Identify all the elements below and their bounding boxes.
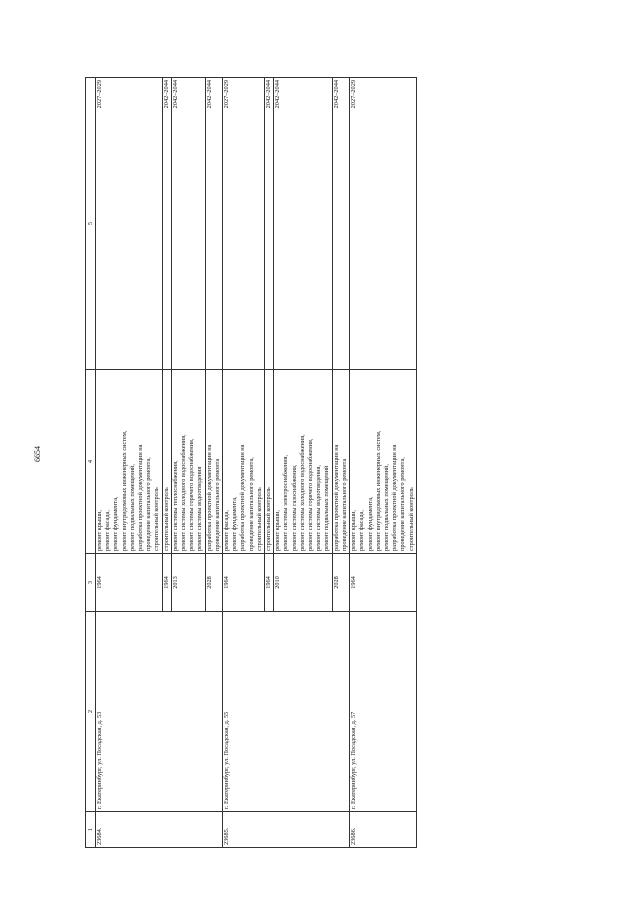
entry-address: г. Екатеринбург, ул. Посадская, д. 57 xyxy=(350,612,417,812)
work-item: проведение капитального ремонта, xyxy=(399,457,407,551)
header-cell: 5 xyxy=(86,78,96,370)
page-number: 6654 xyxy=(33,446,42,462)
work-item: проведение капитального ремонта xyxy=(340,458,348,551)
table-body xyxy=(86,78,417,848)
work-list xyxy=(350,370,417,554)
work-list xyxy=(162,370,171,554)
entry-number: 23686. xyxy=(350,812,417,848)
work-item: ремонт фасада, xyxy=(223,510,231,551)
work-item: ремонт системы водоотведения xyxy=(196,466,204,551)
repair-schedule-table xyxy=(85,77,417,848)
work-item: ремонт системы электроснабжения, xyxy=(282,454,290,551)
work-list xyxy=(265,370,274,554)
entry-number: 23685. xyxy=(223,812,350,848)
repair-period: 2042–2044 xyxy=(274,78,332,370)
entry-number: 23684. xyxy=(96,812,223,848)
repair-period: 2042–2044 xyxy=(205,78,222,370)
work-item: разработка проектной документации на xyxy=(332,444,340,551)
work-item: разработка проектной документации на xyxy=(391,444,399,551)
work-item: разработка проектной документации на xyxy=(239,444,247,551)
work-item: ремонт крыши, xyxy=(350,509,358,551)
work-item: ремонт системы водоотведения, xyxy=(315,465,323,551)
work-list xyxy=(171,370,205,554)
work-item: проведение капитального ремонта, xyxy=(247,457,255,551)
repair-period: 2027–2029 xyxy=(223,78,265,370)
work-item: строительный контроль xyxy=(162,487,170,551)
repair-period: 2042–2044 xyxy=(332,78,349,370)
repair-period: 2027–2029 xyxy=(96,78,163,370)
repair-period: 2027–2029 xyxy=(350,78,417,370)
work-item: ремонт фасада, xyxy=(104,510,112,551)
work-item: проведение капитального ремонта, xyxy=(145,457,153,551)
repair-period: 2042–2044 xyxy=(171,78,205,370)
work-item: ремонт крыши, xyxy=(96,509,103,551)
work-item: ремонт системы холодного водоснабжения, xyxy=(298,434,306,551)
header-cell: 4 xyxy=(86,370,96,554)
work-item: ремонт системы горячего водоснабжения, xyxy=(188,438,196,551)
work-item: проведение капитального ремонта xyxy=(213,458,221,551)
work-item: строительный контроль xyxy=(255,487,263,551)
rotated-table-container xyxy=(85,78,555,848)
build-year: 1964 xyxy=(265,554,274,612)
work-item: ремонт подвальных помещений xyxy=(323,465,331,551)
build-year: 1964 xyxy=(223,554,265,612)
work-item: ремонт крыши, xyxy=(274,509,282,551)
work-item: ремонт системы газоснабжения, xyxy=(290,464,298,551)
build-year: 1964 xyxy=(162,554,171,612)
header-cell: 3 xyxy=(86,554,96,612)
repair-period: 2042–2044 xyxy=(265,78,274,370)
work-item: ремонт системы теплоснабжения, xyxy=(171,460,179,551)
table-row xyxy=(223,78,265,848)
work-item: строительный контроль xyxy=(407,487,415,551)
build-year: 1964 xyxy=(350,554,417,612)
work-item: ремонт внутридомовых инженерных систем, xyxy=(120,430,128,551)
work-item: ремонт системы холодного водоснабжения, xyxy=(180,434,188,551)
work-list xyxy=(205,370,222,554)
work-list xyxy=(223,370,265,554)
repair-period: 2042–2044 xyxy=(162,78,171,370)
header-cell: 2 xyxy=(86,612,96,812)
build-year: 2010 xyxy=(274,554,332,612)
entry-address: г. Екатеринбург, ул. Посадская, д. 53 xyxy=(96,612,223,812)
work-item: ремонт фундамента, xyxy=(366,496,374,551)
work-item: ремонт подвальных помещений, xyxy=(128,464,136,551)
header-cell: 1 xyxy=(86,812,96,848)
work-item: ремонт фасада, xyxy=(358,510,366,551)
build-year: 2028 xyxy=(205,554,222,612)
table-row xyxy=(350,78,417,848)
work-item: ремонт системы горячего водоснабжения, xyxy=(307,438,315,551)
build-year: 2013 xyxy=(171,554,205,612)
work-list xyxy=(332,370,349,554)
entry-address: г. Екатеринбург, ул. Посадская, д. 55 xyxy=(223,612,350,812)
work-item: ремонт подвальных помещений, xyxy=(382,464,390,551)
work-item: ремонт фундамента, xyxy=(112,496,120,551)
header-row xyxy=(86,78,96,848)
build-year: 1964 xyxy=(96,554,163,612)
work-list xyxy=(274,370,332,554)
work-item: строительный контроль xyxy=(153,487,161,551)
work-item: строительный контроль xyxy=(265,487,273,551)
work-item: разработка проектной документации на xyxy=(205,444,213,551)
work-item: ремонт внутридомовых инженерных систем, xyxy=(374,430,382,551)
table-row xyxy=(96,78,163,848)
work-list xyxy=(96,370,163,554)
work-item: ремонт фундамента, xyxy=(231,496,239,551)
build-year: 2028 xyxy=(332,554,349,612)
work-item: разработка проектной документации на xyxy=(137,444,145,551)
